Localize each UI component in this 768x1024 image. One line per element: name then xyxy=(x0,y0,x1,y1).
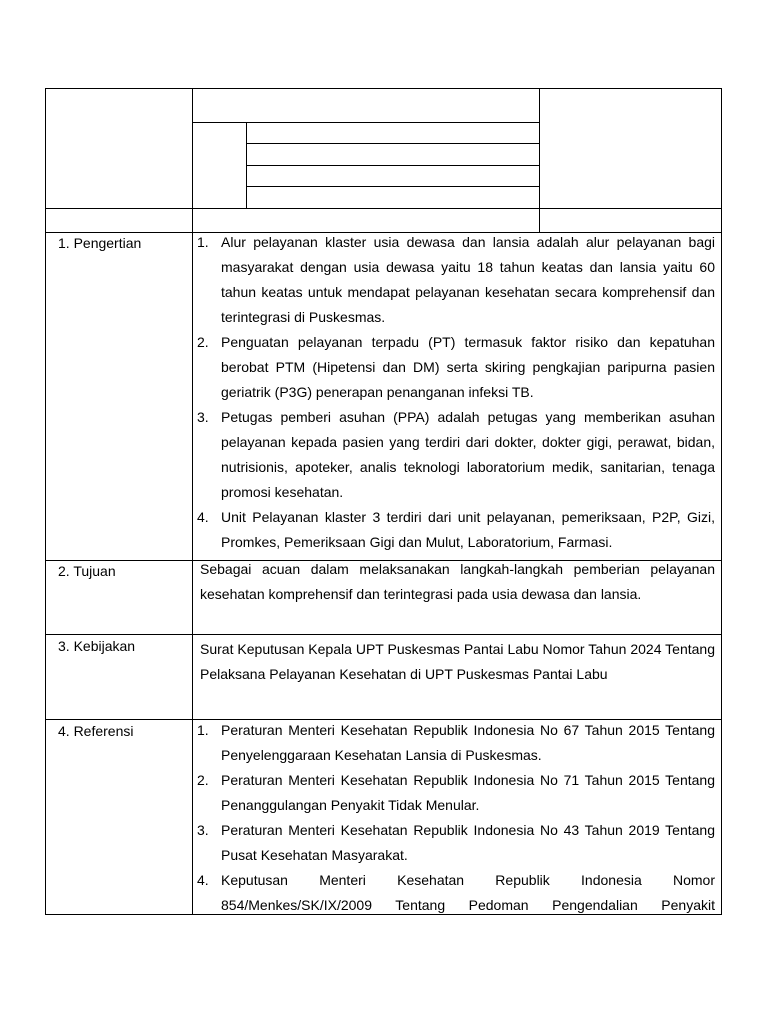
list-number: 4. xyxy=(197,509,209,525)
section-content-tujuan xyxy=(200,557,715,607)
header-subrow-line-4 xyxy=(246,186,539,187)
section-content-kebijakan xyxy=(200,637,715,687)
row-separator-tujuan xyxy=(45,634,722,635)
list-number: 2. xyxy=(197,334,209,350)
header-right-divider xyxy=(539,88,540,232)
list-item-text: Alur pelayanan klaster usia dewasa dan lansia adalah alur pelayanan bagi masyarakat dengan usia dewasa yaitu 18 tahun keatas dan lansia yaitu 60 tahun keatas untuk mendapat pelayanan kesehatan secara komprehensif dan terintegrasi di Puskesmas. xyxy=(221,234,715,325)
header-top-border xyxy=(45,88,722,89)
list-item-text: Penguatan pelayanan terpadu (PT) termasuk faktor risiko dan kepatuhan berobat PTM (Hipetensi dan DM) serta skiring pengkajian paripurna pasien geriatrik (P3G) penerapan penanganan infeksi TB. xyxy=(221,334,715,400)
list-item xyxy=(197,405,715,505)
table-column-divider xyxy=(192,88,193,915)
list-number: 2. xyxy=(197,772,209,788)
list-item xyxy=(197,818,715,868)
header-subrow-line-1 xyxy=(192,122,539,123)
section-content-referensi xyxy=(197,718,715,914)
list-number: 3. xyxy=(197,822,209,838)
referensi-list xyxy=(197,718,715,914)
header-inner-divider xyxy=(246,122,247,208)
list-item-text: Peraturan Menteri Kesehatan Republik Indonesia No 43 Tahun 2019 Tentang Pusat Kesehatan Masyarakat. xyxy=(221,822,715,863)
section-label-pengertian: 1. Pengertian xyxy=(58,235,142,251)
list-item xyxy=(197,868,715,914)
list-item xyxy=(197,768,715,818)
pengertian-list xyxy=(197,230,715,555)
section-label-kebijakan: 3. Kebijakan xyxy=(58,638,136,654)
list-item-text: Peraturan Menteri Kesehatan Republik Indonesia No 67 Tahun 2015 Tentang Penyelenggaraan Kesehatan Lansia di Puskesmas. xyxy=(221,722,715,763)
header-subrow-line-3 xyxy=(246,165,539,166)
list-item-text: Keputusan Menteri Kesehatan Republik Indonesia Nomor 854/Menkes/SK/IX/2009 Tentang Pedoman Pengendalian Penyakit xyxy=(221,872,715,913)
table-right-border xyxy=(721,88,722,915)
tujuan-text: Sebagai acuan dalam melaksanakan langkah-langkah pemberian pelayanan kesehatan komprehensif dan terintegrasi pada usia dewasa dan lansia. xyxy=(200,561,715,602)
header-bottom-border xyxy=(45,208,722,209)
list-item xyxy=(197,718,715,768)
list-number: 1. xyxy=(197,234,209,250)
table-bottom-border xyxy=(45,914,722,915)
section-label-referensi: 4. Referensi xyxy=(58,723,134,739)
list-item-text: Unit Pelayanan klaster 3 terdiri dari unit pelayanan, pemeriksaan, P2P, Gizi, Promkes, Pemeriksaan Gigi dan Mulut, Laboratorium, Farmasi. xyxy=(221,509,715,550)
list-item-text: Peraturan Menteri Kesehatan Republik Indonesia No 71 Tahun 2015 Tentang Penanggulangan Penyakit Tidak Menular. xyxy=(221,772,715,813)
section-content-pengertian xyxy=(197,230,715,555)
kebijakan-text: Surat Keputusan Kepala UPT Puskesmas Pantai Labu Nomor Tahun 2024 Tentang Pelaksana Pelayanan Kesehatan di UPT Puskesmas Pantai Labu xyxy=(200,641,715,682)
list-number: 4. xyxy=(197,872,209,888)
table-left-border xyxy=(45,88,46,915)
list-item xyxy=(197,330,715,405)
list-item xyxy=(197,230,715,330)
section-label-tujuan: 2. Tujuan xyxy=(58,563,116,579)
header-subrow-line-2 xyxy=(246,143,539,144)
list-number: 1. xyxy=(197,722,209,738)
list-item-text: Petugas pemberi asuhan (PPA) adalah petugas yang memberikan asuhan pelayanan kepada pasien yang terdiri dari dokter, dokter gigi, perawat, bidan, nutrisionis, apoteker, analis teknologi laboratorium medik, sanitarian, tenaga promosi kesehatan. xyxy=(221,409,715,500)
list-number: 3. xyxy=(197,409,209,425)
list-item xyxy=(197,505,715,555)
